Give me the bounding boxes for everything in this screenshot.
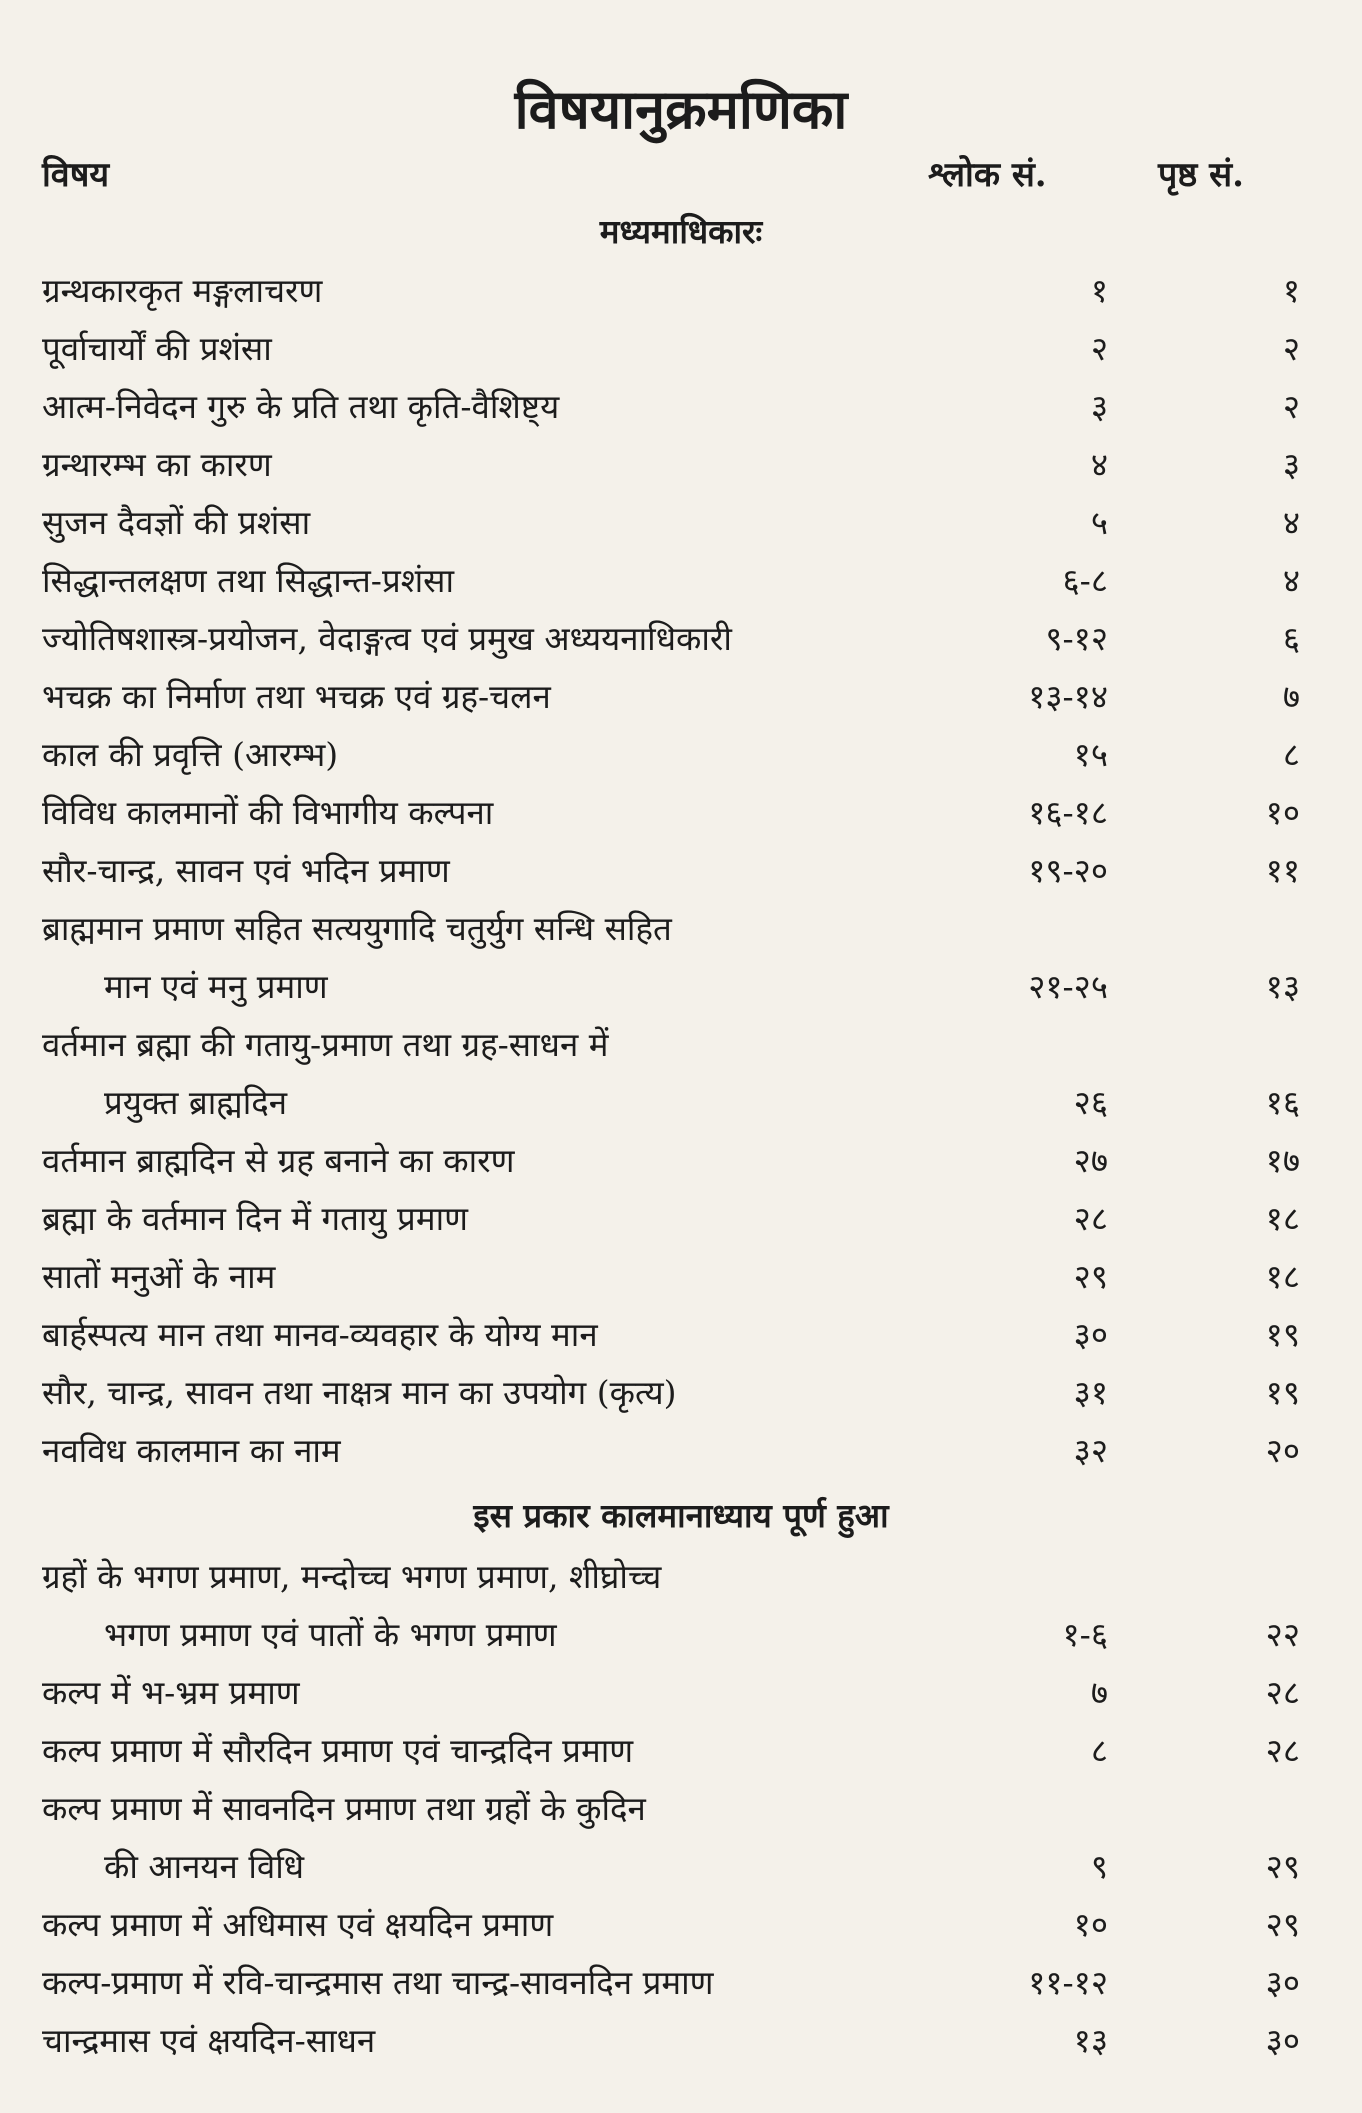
toc-page-number: २०	[1265, 1431, 1300, 1470]
toc-topic: कल्प प्रमाण में अधिमास एवं क्षयदिन प्रमाण	[42, 1905, 554, 1944]
toc-row	[0, 900, 1362, 958]
toc-shloka-number: १३	[1073, 2021, 1108, 2060]
toc-shloka-number: २७	[1073, 1141, 1108, 1180]
toc-row	[0, 1422, 1362, 1480]
toc-topic: कल्प में भ-भ्रम प्रमाण	[42, 1673, 300, 1712]
toc-topic: की आनयन विधि	[104, 1847, 305, 1886]
toc-row	[0, 1896, 1362, 1954]
toc-page-number: १८	[1265, 1199, 1300, 1238]
toc-row	[0, 1664, 1362, 1722]
toc-row	[0, 436, 1362, 494]
toc-shloka-number: ३०	[1073, 1315, 1108, 1354]
toc-page-number: ११	[1265, 851, 1300, 890]
toc-shloka-number: ११-१२	[1028, 1963, 1108, 2002]
toc-row	[0, 378, 1362, 436]
toc-shloka-number: २	[1090, 329, 1108, 368]
toc-row	[0, 1190, 1362, 1248]
toc-topic: ब्राह्ममान प्रमाण सहित सत्ययुगादि चतुर्युग सन्धि सहित	[42, 909, 672, 948]
toc-topic: सौर-चान्द्र, सावन एवं भदिन प्रमाण	[42, 851, 450, 890]
toc-page-number: १६	[1265, 1083, 1300, 1122]
toc-page-number: ६	[1282, 619, 1300, 658]
toc-topic: सुजन दैवज्ञों की प्रशंसा	[42, 503, 311, 542]
toc-topic: ग्रहों के भगण प्रमाण, मन्दोच्च भगण प्रमाण, शीघ्रोच्च	[42, 1557, 662, 1596]
toc-row	[0, 668, 1362, 726]
toc-topic: ग्रन्थारम्भ का कारण	[42, 445, 272, 484]
toc-page-number: २	[1282, 329, 1300, 368]
toc-page-number: ४	[1282, 503, 1300, 542]
toc-shloka-number: १०	[1073, 1905, 1108, 1944]
toc-topic: मान एवं मनु प्रमाण	[104, 967, 328, 1006]
toc-page-number: १३	[1265, 967, 1300, 1006]
toc-row	[0, 1838, 1362, 1896]
toc-row	[0, 842, 1362, 900]
toc-topic: भगण प्रमाण एवं पातों के भगण प्रमाण	[104, 1615, 557, 1654]
toc-row	[0, 494, 1362, 552]
toc-shloka-number: १	[1090, 271, 1108, 310]
toc-row	[0, 552, 1362, 610]
toc-shloka-number: ६-८	[1062, 561, 1108, 600]
toc-page-number: २९	[1265, 1847, 1300, 1886]
toc-topic: ग्रन्थकारकृत मङ्गलाचरण	[42, 271, 323, 310]
toc-row	[0, 1722, 1362, 1780]
toc-topic: चान्द्रमास एवं क्षयदिन-साधन	[42, 2021, 376, 2060]
toc-page-number: १८	[1265, 1257, 1300, 1296]
toc-topic: भचक्र का निर्माण तथा भचक्र एवं ग्रह-चलन	[42, 677, 551, 716]
toc-topic: कल्प प्रमाण में सौरदिन प्रमाण एवं चान्द्रदिन प्रमाण	[42, 1731, 634, 1770]
toc-topic: पूर्वाचार्यों की प्रशंसा	[42, 329, 272, 368]
toc-page-number: २९	[1265, 1905, 1300, 1944]
toc-topic: कल्प प्रमाण में सावनदिन प्रमाण तथा ग्रहों के कुदिन	[42, 1789, 646, 1828]
toc-row	[0, 1954, 1362, 2012]
toc-row	[0, 610, 1362, 668]
toc-page-number: ३०	[1265, 1963, 1300, 2002]
toc-shloka-number: १३-१४	[1028, 677, 1108, 716]
toc-row	[0, 1016, 1362, 1074]
toc-row	[0, 784, 1362, 842]
toc-shloka-number: २८	[1073, 1199, 1108, 1238]
toc-shloka-number: १५	[1073, 735, 1108, 774]
toc-row	[0, 262, 1362, 320]
toc-shloka-number: २१-२५	[1028, 967, 1108, 1006]
toc-page-number: २८	[1265, 1731, 1300, 1770]
toc-shloka-number: २९	[1073, 1257, 1108, 1296]
toc-shloka-number: १९-२०	[1028, 851, 1108, 890]
toc-row	[0, 1306, 1362, 1364]
toc-topic: कल्प-प्रमाण में रवि-चान्द्रमास तथा चान्द्र-सावनदिन प्रमाण	[42, 1963, 714, 2002]
toc-page-number: २	[1282, 387, 1300, 426]
toc-topic: वर्तमान ब्राह्मदिन से ग्रह बनाने का कारण	[42, 1141, 515, 1180]
toc-page-number: २८	[1265, 1673, 1300, 1712]
toc-page-number: ४	[1282, 561, 1300, 600]
toc-row	[0, 1364, 1362, 1422]
page-title: विषयानुक्रमणिका	[514, 77, 848, 141]
toc-topic: सिद्धान्तलक्षण तथा सिद्धान्त-प्रशंसा	[42, 561, 455, 600]
toc-row	[0, 1780, 1362, 1838]
toc-row	[0, 320, 1362, 378]
toc-shloka-number: ८	[1090, 1731, 1108, 1770]
toc-page-number: १०	[1265, 793, 1300, 832]
toc-shloka-number: ३१	[1073, 1373, 1108, 1412]
toc-shloka-number: ९-१२	[1045, 619, 1108, 658]
toc-topic: ज्योतिषशास्त्र-प्रयोजन, वेदाङ्गत्व एवं प्रमुख अध्ययनाधिकारी	[42, 619, 732, 658]
toc-topic: ब्रह्मा के वर्तमान दिन में गतायु प्रमाण	[42, 1199, 468, 1238]
toc-shloka-number: १-६	[1062, 1615, 1108, 1654]
toc-row	[0, 1548, 1362, 1606]
toc-row	[0, 2012, 1362, 2070]
toc-topic: सौर, चान्द्र, सावन तथा नाक्षत्र मान का उपयोग (कृत्य)	[42, 1373, 677, 1412]
toc-page-number: १९	[1265, 1315, 1300, 1354]
toc-shloka-number: २६	[1073, 1083, 1108, 1122]
toc-shloka-number: ९	[1090, 1847, 1108, 1886]
column-header-page: पृष्ठ सं.	[1158, 155, 1244, 195]
toc-topic: सातों मनुओं के नाम	[42, 1257, 276, 1296]
toc-topic: आत्म-निवेदन गुरु के प्रति तथा कृति-वैशिष्ट्य	[42, 387, 560, 426]
toc-topic: बार्हस्पत्य मान तथा मानव-व्यवहार के योग्य मान	[42, 1315, 598, 1354]
toc-topic: प्रयुक्त ब्राह्मदिन	[104, 1083, 288, 1122]
toc-page-number: ७	[1282, 677, 1300, 716]
toc-page-number: ३	[1282, 445, 1300, 484]
toc-shloka-number: ४	[1090, 445, 1108, 484]
toc-topic: विविध कालमानों की विभागीय कल्पना	[42, 793, 494, 832]
toc-shloka-number: ३	[1090, 387, 1108, 426]
toc-page-number: १	[1282, 271, 1300, 310]
toc-shloka-number: १६-१८	[1028, 793, 1108, 832]
toc-page-number: ८	[1282, 735, 1300, 774]
toc-page-number: ३०	[1265, 2021, 1300, 2060]
toc-page-number: २२	[1265, 1615, 1300, 1654]
toc-row	[0, 1606, 1362, 1664]
section-heading-kalamana-complete: इस प्रकार कालमानाध्याय पूर्ण हुआ	[473, 1496, 889, 1535]
toc-row	[0, 958, 1362, 1016]
toc-page-number: १९	[1265, 1373, 1300, 1412]
toc-row	[0, 1132, 1362, 1190]
toc-topic: वर्तमान ब्रह्मा की गतायु-प्रमाण तथा ग्रह-साधन में	[42, 1025, 609, 1064]
toc-shloka-number: ७	[1090, 1673, 1108, 1712]
column-header-shloka: श्लोक सं.	[928, 155, 1047, 195]
column-header-topic: विषय	[42, 155, 110, 195]
toc-row	[0, 1074, 1362, 1132]
toc-topic: काल की प्रवृत्ति (आरम्भ)	[42, 735, 339, 774]
section-heading-madhyamadhikara: मध्यमाधिकारः	[599, 212, 763, 251]
toc-shloka-number: ३२	[1073, 1431, 1108, 1470]
toc-topic: नवविध कालमान का नाम	[42, 1431, 341, 1470]
toc-shloka-number: ५	[1090, 503, 1108, 542]
toc-row	[0, 1248, 1362, 1306]
toc-row	[0, 726, 1362, 784]
toc-page-number: १७	[1265, 1141, 1300, 1180]
